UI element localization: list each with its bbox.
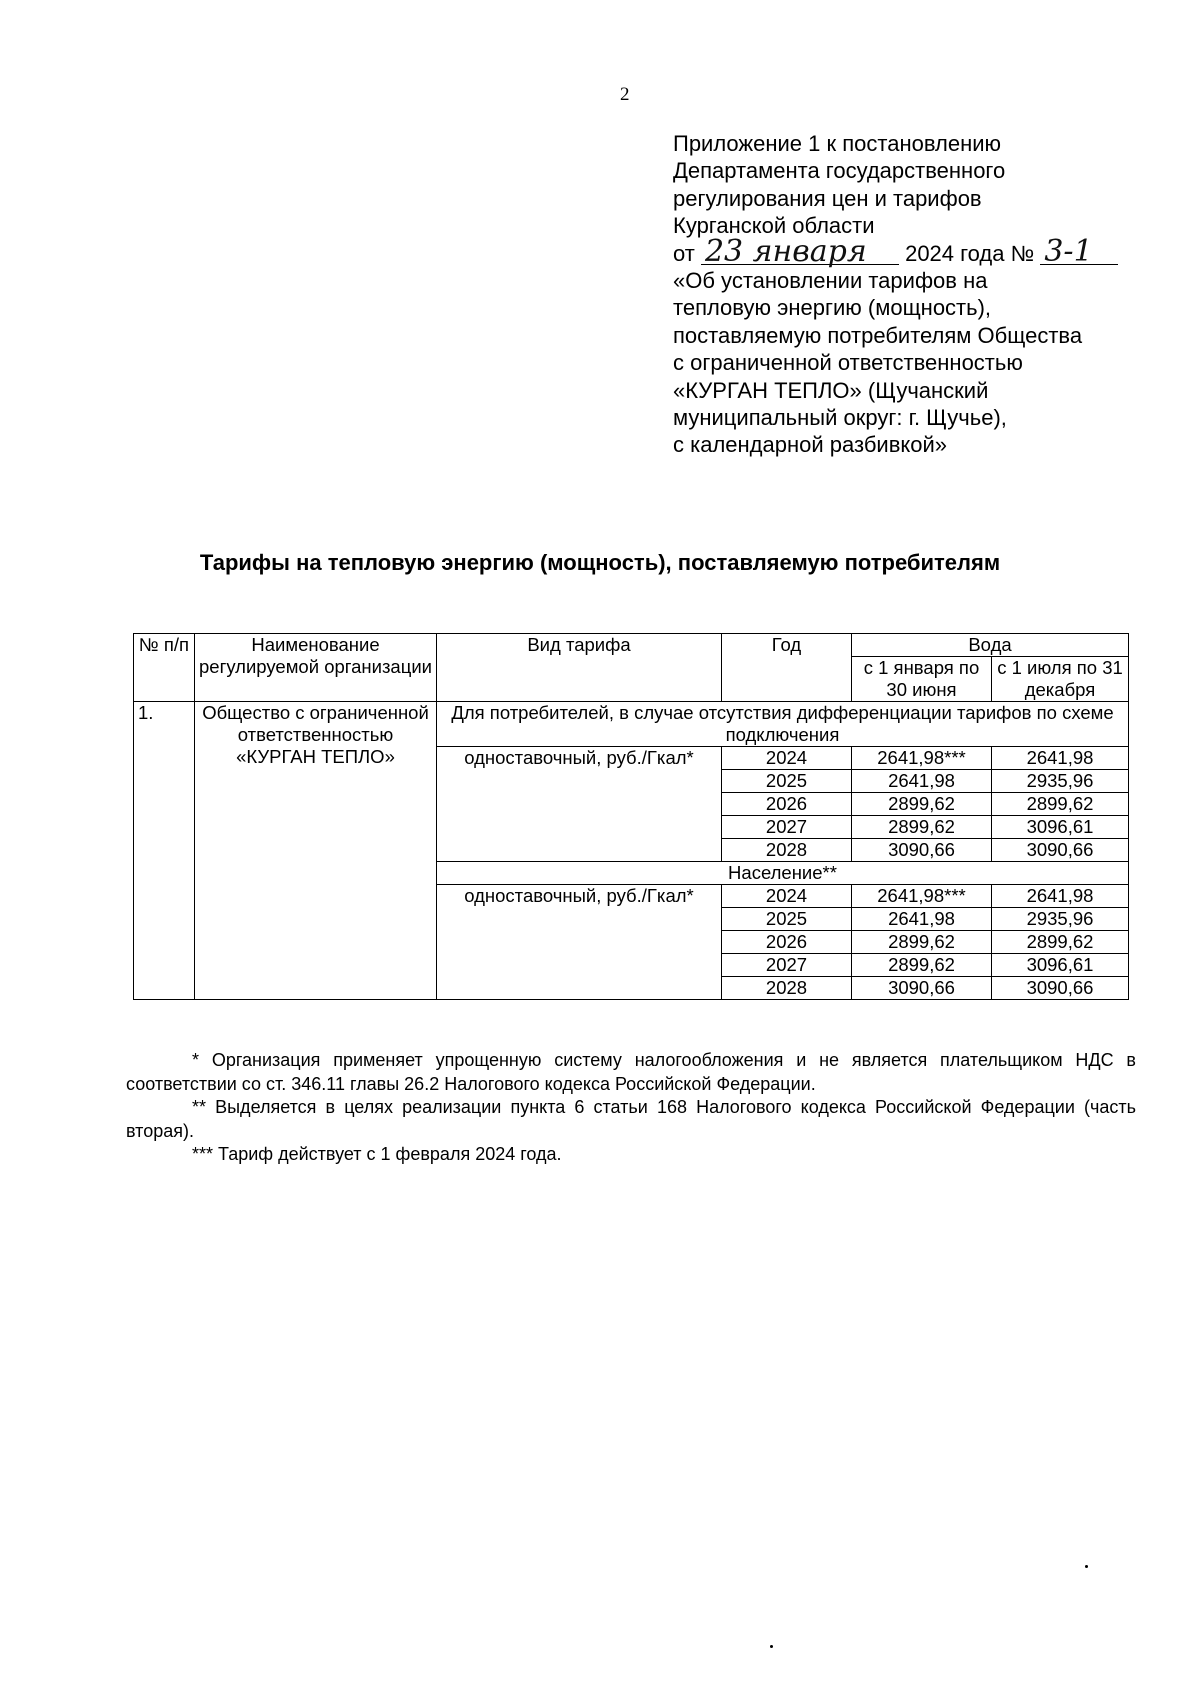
footnote: ** Выделяется в целях реализации пункта 6 статьи 168 Налогового кодекса Российской Федерации (часть вторая). bbox=[126, 1097, 1136, 1141]
subject-line: «КУРГАН ТЕПЛО» (Щучанский bbox=[673, 377, 989, 403]
page-number: 2 bbox=[620, 84, 630, 105]
tariff-type: одноставочный, руб./Гкал* bbox=[437, 747, 722, 862]
tariff-value-h2: 3090,66 bbox=[992, 839, 1129, 862]
tariff-value-h1: 2641,98*** bbox=[852, 885, 992, 908]
year-cell: 2024 bbox=[722, 747, 852, 770]
year-cell: 2027 bbox=[722, 954, 852, 977]
document-title: Тарифы на тепловую энергию (мощность), поставляемую потребителям bbox=[199, 550, 1001, 575]
subject-line: поставляемую потребителям Общества bbox=[673, 322, 1083, 348]
tariff-type: одноставочный, руб./Гкал* bbox=[437, 885, 722, 1000]
organization-name: Общество с ограниченной ответственностью «КУРГАН ТЕПЛО» bbox=[195, 702, 437, 1000]
header-tariff-type: Вид тарифа bbox=[437, 634, 722, 702]
header-period-2: с 1 июля по 31 декабря bbox=[992, 657, 1129, 702]
year-cell: 2028 bbox=[722, 977, 852, 1000]
decree-date-line bbox=[673, 233, 1193, 269]
header-water: Вода bbox=[852, 634, 1129, 657]
tariff-value-h1: 2899,62 bbox=[852, 931, 992, 954]
tariff-value-h1: 2641,98*** bbox=[852, 747, 992, 770]
appendix-line: Департамента государственного bbox=[673, 158, 1006, 184]
tariff-value-h2: 3090,66 bbox=[992, 977, 1129, 1000]
date-prefix: от bbox=[673, 240, 695, 266]
tariff-table bbox=[133, 633, 1129, 1000]
group-label: Для потребителей, в случае отсутствия дифференциации тарифов по схеме подключения bbox=[437, 702, 1129, 747]
handwritten-date: 23 января bbox=[701, 240, 899, 265]
appendix-line: Приложение 1 к постановлению bbox=[673, 131, 1002, 156]
appendix-line: Курганской области bbox=[673, 213, 875, 239]
tariff-value-h2: 2641,98 bbox=[992, 747, 1129, 770]
tariff-value-h1: 2899,62 bbox=[852, 816, 992, 839]
year-cell: 2024 bbox=[722, 885, 852, 908]
tariff-value-h1: 2641,98 bbox=[852, 908, 992, 931]
appendix-line: регулирования цен и тарифов bbox=[673, 185, 982, 211]
year-cell: 2028 bbox=[722, 839, 852, 862]
tariff-value-h1: 2899,62 bbox=[852, 793, 992, 816]
subject-line: с календарной разбивкой» bbox=[673, 432, 948, 458]
header-period-1: с 1 января по 30 июня bbox=[852, 657, 992, 702]
footnote: * Организация применяет упрощенную систему налогообложения и не является плательщиком НДС в соответствии со ст. 346.11 главы 26.2 Налогового кодекса Российской Федерации. bbox=[126, 1050, 1136, 1094]
tariff-value-h2: 2935,96 bbox=[992, 908, 1129, 931]
tariff-value-h1: 2641,98 bbox=[852, 770, 992, 793]
tariff-value-h2: 3096,61 bbox=[992, 954, 1129, 977]
table-row bbox=[134, 702, 1129, 747]
year-cell: 2027 bbox=[722, 816, 852, 839]
year-cell: 2025 bbox=[722, 770, 852, 793]
subject-line: тепловую энергию (мощность), bbox=[673, 295, 992, 321]
tariff-value-h2: 2899,62 bbox=[992, 793, 1129, 816]
tariff-value-h1: 3090,66 bbox=[852, 839, 992, 862]
tariff-value-h2: 3096,61 bbox=[992, 816, 1129, 839]
subject-line: «Об установлении тарифов на bbox=[673, 268, 988, 294]
year-cell: 2026 bbox=[722, 793, 852, 816]
subject-line: с ограниченной ответственностью bbox=[673, 350, 1023, 376]
subject-line: муниципальный округ: г. Щучье), bbox=[673, 405, 1007, 431]
year-cell: 2025 bbox=[722, 908, 852, 931]
header-num: № п/п bbox=[134, 634, 195, 702]
tariff-value-h2: 2935,96 bbox=[992, 770, 1129, 793]
appendix-block bbox=[673, 130, 1193, 459]
tariff-value-h1: 2899,62 bbox=[852, 954, 992, 977]
footnote: *** Тариф действует с 1 февраля 2024 года. bbox=[192, 1144, 562, 1164]
header-org: Наименование регулируемой организации bbox=[195, 634, 437, 702]
row-number: 1. bbox=[134, 702, 195, 1000]
header-year: Год bbox=[722, 634, 852, 702]
tariff-value-h2: 2641,98 bbox=[992, 885, 1129, 908]
handwritten-decree-number: 3-1 bbox=[1040, 240, 1118, 265]
scan-speck bbox=[770, 1645, 773, 1648]
tariff-value-h1: 3090,66 bbox=[852, 977, 992, 1000]
footnotes bbox=[126, 1049, 1136, 1167]
year-cell: 2026 bbox=[722, 931, 852, 954]
date-suffix: 2024 года № bbox=[905, 240, 1035, 266]
scan-speck bbox=[1085, 1565, 1088, 1568]
group-label: Население** bbox=[437, 862, 1129, 885]
tariff-value-h2: 2899,62 bbox=[992, 931, 1129, 954]
table-header-row bbox=[134, 634, 1129, 657]
